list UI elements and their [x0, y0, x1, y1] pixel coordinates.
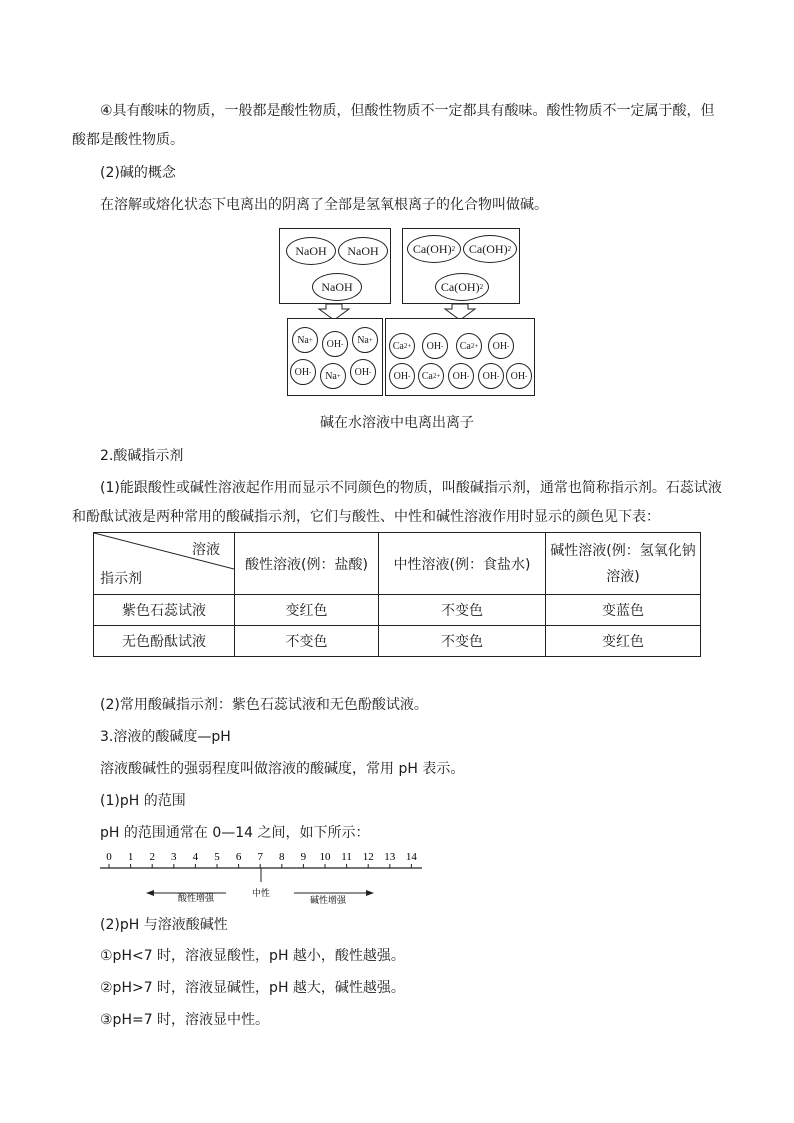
oh-ion: OH - — [422, 333, 448, 359]
oh-ion: OH - — [506, 363, 532, 389]
table-row — [94, 595, 701, 626]
oh-ion: OH - — [350, 359, 376, 385]
para-acid-taste-line2: 酸都是酸性物质。 — [72, 132, 184, 148]
ca-ion: Ca 2+ — [418, 363, 444, 389]
naoh-molecule: NaOH — [312, 273, 362, 301]
ph-relation-acid: ①pH<7 时，溶液显酸性，pH 越小，酸性越强。 — [100, 948, 405, 964]
row-indicator-name: 紫色石蕊试液 — [94, 595, 235, 626]
oh-ion: OH - — [322, 331, 348, 357]
ph-range-heading: (1)pH 的范围 — [100, 793, 186, 809]
diagram-caption: 碱在水溶液中电离出离子 — [320, 415, 474, 431]
corner-label-indicator: 指示剂 — [100, 571, 142, 587]
caoh2-box — [402, 228, 520, 304]
ph-tick-label: 6 — [235, 851, 242, 863]
ph-tick-label: 0 — [106, 851, 112, 863]
oh-ion: OH - — [488, 333, 514, 359]
caoh2-molecule: Ca(OH) 2 — [463, 235, 517, 263]
acid-increase-label: 酸性增强 — [177, 894, 215, 904]
row-neutral-color: 不变色 — [379, 626, 546, 657]
ca-ion: Ca 2+ — [389, 333, 415, 359]
na-ion: Na + — [292, 327, 318, 353]
oh-ion: OH - — [290, 359, 316, 385]
ph-scale — [96, 846, 426, 910]
ph-tick-label: 7 — [257, 851, 263, 863]
caoh2-molecule: Ca(OH) 2 — [407, 235, 461, 263]
row-acid-color: 变红色 — [235, 595, 379, 626]
ph-definition: 溶液酸碱性的强弱程度叫做溶液的酸碱度，常用 pH 表示。 — [100, 761, 465, 777]
neutral-label: 中性 — [251, 889, 271, 899]
na-ion: Na + — [352, 327, 378, 353]
ph-tick-label: 13 — [384, 851, 396, 863]
indicator-paragraph-line1: (1)能跟酸性或碱性溶液起作用而显示不同颜色的物质，叫酸碱指示剂，通常也简称指示剂。石蕊试液 — [100, 480, 722, 496]
row-base-color: 变红色 — [546, 626, 701, 657]
ph-relation-heading: (2)pH 与溶液酸碱性 — [100, 917, 228, 933]
ph-tick-label: 12 — [362, 851, 374, 863]
ph-range-text: pH 的范围通常在 0—14 之间，如下所示： — [100, 825, 370, 841]
ph-tick-label: 2 — [149, 851, 155, 863]
naoh-molecule: NaOH — [338, 237, 388, 265]
ph-tick-label: 5 — [214, 851, 220, 863]
indicator-heading: 2.酸碱指示剂 — [100, 448, 184, 464]
oh-ion: OH - — [478, 363, 504, 389]
ph-tick-label: 1 — [127, 851, 134, 863]
header-neutral: 中性溶液(例：食盐水) — [379, 533, 546, 595]
oh-ion: OH - — [448, 363, 474, 389]
ca-oh-ions-box — [385, 318, 535, 396]
table-corner-cell — [94, 533, 235, 595]
row-acid-color: 不变色 — [235, 626, 379, 657]
ph-relation-base: ②pH>7 时，溶液显碱性，pH 越大，碱性越强。 — [100, 980, 405, 996]
table-header-row — [94, 533, 701, 595]
ph-tick-label: 10 — [319, 851, 331, 863]
ph-tick-label: 8 — [279, 851, 285, 863]
indicator-table — [93, 532, 701, 657]
ph-tick-label: 4 — [192, 851, 199, 863]
naoh-molecule: NaOH — [286, 237, 336, 265]
ph-tick-label: 3 — [171, 851, 177, 863]
ph-tick-label: 9 — [300, 851, 307, 863]
ph-tick-label: 14 — [405, 851, 417, 863]
header-acid: 酸性溶液(例：盐酸) — [235, 533, 379, 595]
base-definition: 在溶解或熔化状态下电离出的阴离了全部是氢氧根离子的化合物叫做碱。 — [100, 197, 548, 213]
common-indicators: (2)常用酸碱指示剂：紫色石蕊试液和无色酚酸试液。 — [100, 697, 428, 713]
ph-heading: 3.溶液的酸碱度—pH — [100, 729, 231, 745]
na-ion: Na + — [320, 363, 346, 389]
row-indicator-name: 无色酚酞试液 — [94, 626, 235, 657]
base-concept-heading: (2)碱的概念 — [100, 165, 176, 181]
corner-label-solution: 溶液 — [192, 542, 220, 558]
header-base: 碱性溶液(例：氢氧化钠 溶液) — [546, 533, 701, 595]
na-oh-ions-box — [287, 318, 383, 396]
naoh-box — [279, 228, 391, 304]
row-neutral-color: 不变色 — [379, 595, 546, 626]
indicator-paragraph-line2: 和酚酞试液是两种常用的酸碱指示剂，它们与酸性、中性和碱性溶液作用时显示的颜色见下表： — [72, 509, 660, 525]
ph-tick-label: 11 — [341, 851, 352, 863]
row-base-color: 变蓝色 — [546, 595, 701, 626]
ca-ion: Ca 2+ — [456, 333, 482, 359]
oh-ion: OH - — [389, 363, 415, 389]
ph-relation-neutral: ③pH=7 时，溶液显中性。 — [100, 1012, 270, 1028]
para-acid-taste-line1: ④具有酸味的物质，一般都是酸性物质，但酸性物质不一定都具有酸味。酸性物质不一定属于酸，但 — [100, 103, 715, 119]
caoh2-molecule: Ca(OH) 2 — [435, 273, 489, 301]
table-row — [94, 626, 701, 657]
base-increase-label: 碱性增强 — [309, 896, 347, 906]
